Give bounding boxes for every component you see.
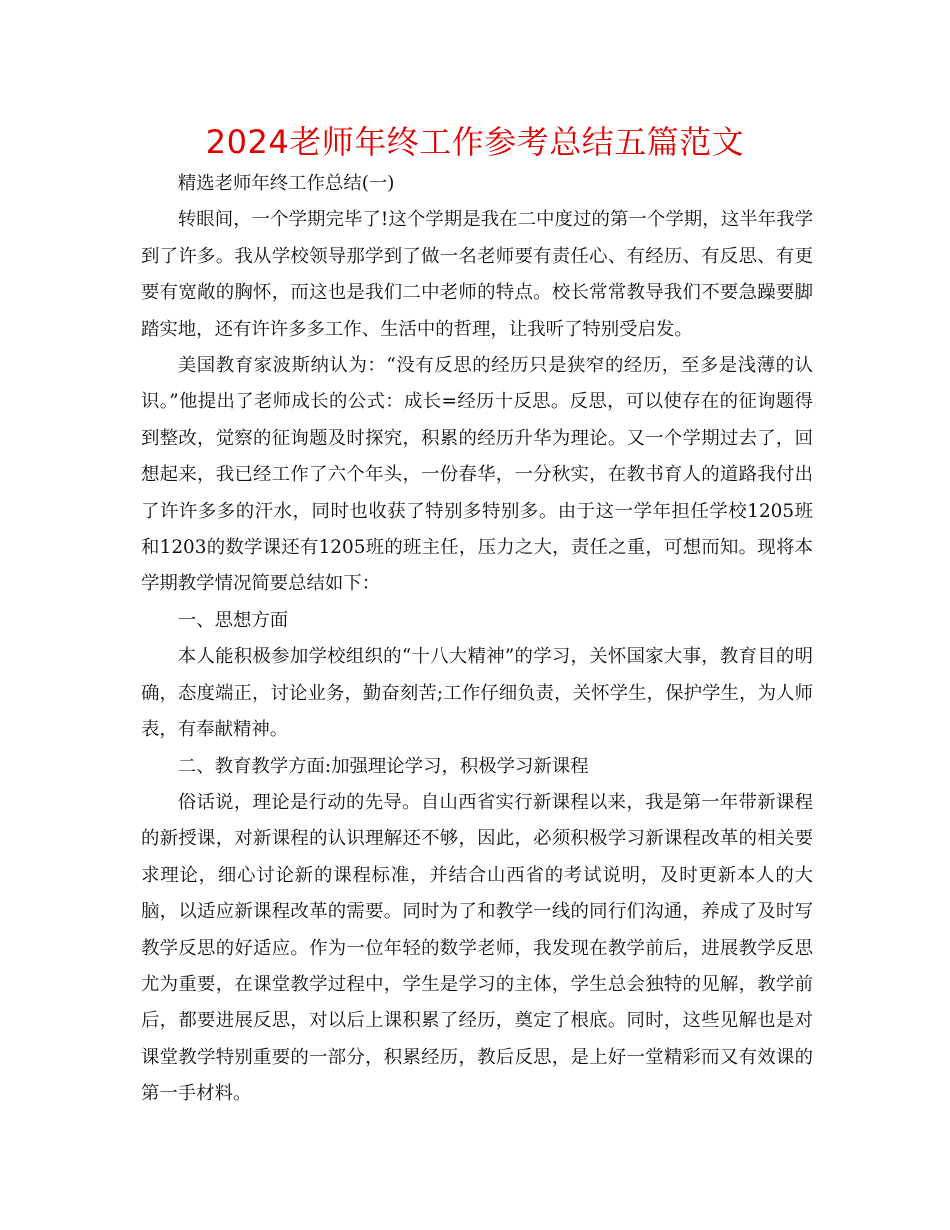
section-heading: 精选老师年终工作总结(一): [177, 173, 395, 194]
body-paragraph: 转眼间，一个学期完毕了!这个学期是我在二中度过的第一个学期，这半年我学到了许多。我从学校领导那学到了做一名老师要有责任心、有经历、有反思、有更要有宽敞的胸怀，而这也是我们二中老师的特点。校长常常教导我们不要急躁要脚踏实地，还有许许多多工作、生活中的哲理，让我听了特别受启发。: [141, 209, 813, 340]
body-paragraph: 美国教育家波斯纳认为：“没有反思的经历只是狭窄的经历，至多是浅薄的认识。”他提出了老师成长的公式：成长=经历十反思。反思，可以使存在的征询题得到整改，觉察的征询题及时探究，积累的经历升华为理论。又一个学期过去了，回想起来，我已经工作了六个年头，一份春华，一分秋实，在教书育人的道路我付出了许许多多的汗水，同时也收获了特别多特别多。由于这一学年担任学校1205班和1203的数学课还有1205班的班主任，压力之大，责任之重，可想而知。现将本学期教学情况简要总结如下：: [141, 355, 813, 595]
section-heading: 一、思想方面: [177, 609, 289, 631]
body-paragraph: 本人能积极参加学校组织的“十八大精神”的学习，关怀国家大事，教育目的明确，态度端正，讨论业务，勤奋刻苦;工作仔细负责，关怀学生，保护学生，为人师表，有奉献精神。: [141, 646, 813, 741]
document-title: 2024老师年终工作参考总结五篇范文: [205, 123, 745, 161]
body-paragraph: 俗话说，理论是行动的先导。自山西省实行新课程以来，我是第一年带新课程的新授课，对新课程的认识理解还不够，因此，必须积极学习新课程改革的相关要求理论，细心讨论新的课程标准，并结合山西省的考试说明，及时更新本人的大脑，以适应新课程改革的需要。同时为了和教学一线的同行们沟通，养成了及时写教学反思的好适应。作为一位年轻的数学老师，我发现在教学前后，进展教学反思尤为重要，在课堂教学过程中，学生是学习的主体，学生总会独特的见解，教学前后，都要进展反思，对以后上课积累了经历，奠定了根底。同时，这些见解也是对课堂教学特别重要的一部分，积累经历，教后反思，是上好一堂精彩而又有效课的第一手材料。: [141, 791, 813, 1105]
document-body: [141, 166, 813, 1113]
section-heading: 二、教育教学方面:加强理论学习，积极学习新课程: [177, 755, 589, 777]
